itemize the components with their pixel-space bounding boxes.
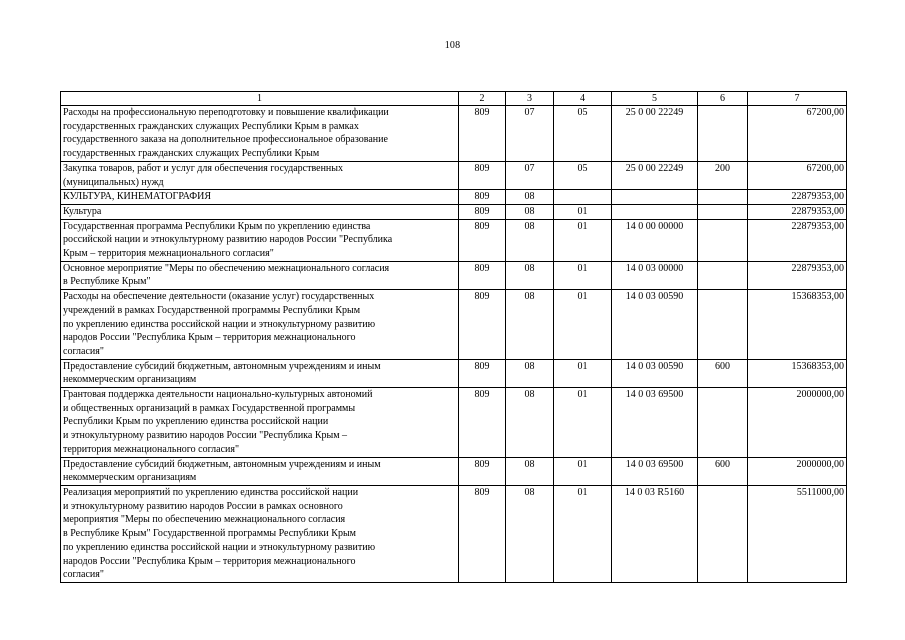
amount-cell: 15368353,00 (748, 359, 847, 387)
item-name-cell (61, 204, 459, 219)
section-code-cell: 07 (506, 106, 554, 162)
header-row (61, 92, 847, 106)
item-name-line: Расходы на профессиональную переподготовку и повышение квалификации (63, 107, 389, 118)
subsection-code-cell: 01 (554, 204, 612, 219)
item-name-line: государственных гражданских служащих Республики Крым в рамках (63, 120, 359, 132)
item-name-cell (61, 290, 459, 360)
target-article-cell: 14 0 03 69500 (612, 457, 698, 485)
table-row (61, 290, 847, 360)
expense-type-cell: 200 (698, 161, 748, 189)
amount-cell: 2000000,00 (748, 388, 847, 458)
ministry-code-cell: 809 (459, 106, 506, 162)
item-name-line: по укреплению единства российской нации и этнокультурному развитию (63, 541, 376, 553)
item-name-line: и этнокультурному развитию народов России в рамках основного (63, 500, 343, 512)
section-code-cell: 08 (506, 204, 554, 219)
target-article-cell: 25 0 00 22249 (612, 161, 698, 189)
item-name-line: народов России "Республика Крым – территория межнационального (63, 555, 356, 567)
expense-type-cell: 600 (698, 457, 748, 485)
section-code-cell: 08 (506, 219, 554, 261)
subsection-code-cell: 01 (554, 261, 612, 289)
section-code-cell: 08 (506, 261, 554, 289)
target-article-cell (612, 190, 698, 205)
page-number: 108 (444, 40, 461, 51)
amount-cell: 22879353,00 (748, 219, 847, 261)
target-article-cell: 14 0 03 00590 (612, 359, 698, 387)
item-name-line: учреждений в рамках Государственной программы Республики Крым (63, 304, 361, 316)
ministry-code-cell: 809 (459, 161, 506, 189)
target-article-cell (612, 204, 698, 219)
subsection-code-cell: 05 (554, 106, 612, 162)
item-name-line: Государственная программа Республики Крым по укреплению единства (63, 220, 371, 232)
expense-type-cell (698, 261, 748, 289)
header-col-4: 4 (554, 92, 612, 106)
item-name-line: согласия" (63, 345, 104, 357)
item-name-line: некоммерческим организациям (63, 472, 197, 484)
section-code-cell: 08 (506, 457, 554, 485)
amount-cell: 22879353,00 (748, 261, 847, 289)
item-name-cell (61, 219, 459, 261)
item-name-cell (61, 457, 459, 485)
header-col-1: 1 (61, 92, 459, 106)
target-article-cell: 14 0 03 69500 (612, 388, 698, 458)
ministry-code-cell: 809 (459, 388, 506, 458)
section-code-cell: 08 (506, 388, 554, 458)
header-col-5: 5 (612, 92, 698, 106)
item-name-line: в Республике Крым" Государственной программы Республики Крым (63, 528, 356, 540)
item-name-line: государственных гражданских служащих Республики Крым (63, 148, 320, 160)
section-code-cell: 08 (506, 359, 554, 387)
item-name-line: и этнокультурному развитию народов России "Республика Крым – (63, 430, 348, 442)
budget-table (60, 91, 847, 583)
target-article-cell: 14 0 00 00000 (612, 219, 698, 261)
subsection-code-cell: 01 (554, 219, 612, 261)
table-body (61, 106, 847, 583)
item-name-line: российской нации и этнокультурному развитию народов России "Республика (63, 234, 393, 246)
item-name-cell (61, 261, 459, 289)
table-row (61, 388, 847, 458)
subsection-code-cell: 01 (554, 290, 612, 360)
target-article-cell: 14 0 03 00000 (612, 261, 698, 289)
item-name-line: Культура (63, 205, 102, 217)
table-row (61, 190, 847, 205)
item-name-line: мероприятия "Меры по обеспечению межнационального согласия (63, 514, 346, 526)
expense-type-cell (698, 388, 748, 458)
expense-type-cell (698, 485, 748, 582)
ministry-code-cell: 809 (459, 359, 506, 387)
item-name-line: КУЛЬТУРА, КИНЕМАТОГРАФИЯ (63, 191, 211, 203)
item-name-line: по укреплению единства российской нации и этнокультурному развитию (63, 318, 376, 330)
item-name-line: (муниципальных) нужд (63, 176, 164, 188)
ministry-code-cell: 809 (459, 261, 506, 289)
subsection-code-cell: 01 (554, 485, 612, 582)
table-row (61, 161, 847, 189)
ministry-code-cell: 809 (459, 457, 506, 485)
item-name-cell (61, 106, 459, 162)
item-name-line: Грантовая поддержка деятельности национально-культурных автономий (63, 389, 373, 401)
item-name-line: государственного заказа на дополнительное профессиональное образование (63, 134, 388, 146)
item-name-line: Реализация мероприятий по укреплению единства российской нации (63, 486, 359, 498)
item-name-line: некоммерческим организациям (63, 374, 197, 386)
target-article-cell: 25 0 00 22249 (612, 106, 698, 162)
ministry-code-cell: 809 (459, 219, 506, 261)
subsection-code-cell: 05 (554, 161, 612, 189)
expense-type-cell: 600 (698, 359, 748, 387)
item-name-line: Крым – территория межнационального согласия" (63, 248, 274, 260)
expense-type-cell (698, 219, 748, 261)
expense-type-cell (698, 190, 748, 205)
section-code-cell: 08 (506, 485, 554, 582)
item-name-cell (61, 190, 459, 205)
section-code-cell: 08 (506, 190, 554, 205)
item-name-line: Предоставление субсидий бюджетным, автономным учреждениям и иным (63, 360, 381, 372)
table-row (61, 359, 847, 387)
header-col-6: 6 (698, 92, 748, 106)
item-name-cell (61, 359, 459, 387)
item-name-cell (61, 388, 459, 458)
header-col-3: 3 (506, 92, 554, 106)
item-name-line: народов России "Республика Крым – территория межнационального (63, 332, 356, 344)
subsection-code-cell: 01 (554, 388, 612, 458)
table-row (61, 204, 847, 219)
section-code-cell: 07 (506, 161, 554, 189)
table-header (61, 92, 847, 106)
amount-cell: 22879353,00 (748, 204, 847, 219)
amount-cell: 2000000,00 (748, 457, 847, 485)
ministry-code-cell: 809 (459, 204, 506, 219)
item-name-cell (61, 485, 459, 582)
ministry-code-cell: 809 (459, 485, 506, 582)
amount-cell: 67200,00 (748, 161, 847, 189)
item-name-line: в Республике Крым" (63, 276, 151, 288)
table-row (61, 106, 847, 162)
header-col-2: 2 (459, 92, 506, 106)
header-col-7: 7 (748, 92, 847, 106)
item-name-line: территория межнационального согласия" (63, 443, 240, 455)
ministry-code-cell: 809 (459, 290, 506, 360)
item-name-line: и общественных организаций в рамках Государственной программы (63, 402, 356, 414)
expense-type-cell (698, 204, 748, 219)
item-name-line: Расходы на обеспечение деятельности (оказание услуг) государственных (63, 291, 375, 303)
amount-cell: 5511000,00 (748, 485, 847, 582)
amount-cell: 15368353,00 (748, 290, 847, 360)
table-row (61, 457, 847, 485)
item-name-line: согласия" (63, 569, 104, 581)
section-code-cell: 08 (506, 290, 554, 360)
target-article-cell: 14 0 03 00590 (612, 290, 698, 360)
item-name-line: Республики Крым по укреплению единства российской нации (63, 416, 329, 428)
amount-cell: 67200,00 (748, 106, 847, 162)
table-row (61, 485, 847, 582)
item-name-line: Предоставление субсидий бюджетным, автономным учреждениям и иным (63, 458, 381, 470)
subsection-code-cell: 01 (554, 359, 612, 387)
subsection-code-cell: 01 (554, 457, 612, 485)
item-name-line: Закупка товаров, работ и услуг для обеспечения государственных (63, 162, 344, 174)
amount-cell: 22879353,00 (748, 190, 847, 205)
table-row (61, 219, 847, 261)
item-name-line: Основное мероприятие "Меры по обеспечению межнационального согласия (63, 262, 390, 274)
table-row (61, 261, 847, 289)
target-article-cell: 14 0 03 R5160 (612, 485, 698, 582)
item-name-cell (61, 161, 459, 189)
expense-type-cell (698, 290, 748, 360)
subsection-code-cell (554, 190, 612, 205)
expense-type-cell (698, 106, 748, 162)
ministry-code-cell: 809 (459, 190, 506, 205)
